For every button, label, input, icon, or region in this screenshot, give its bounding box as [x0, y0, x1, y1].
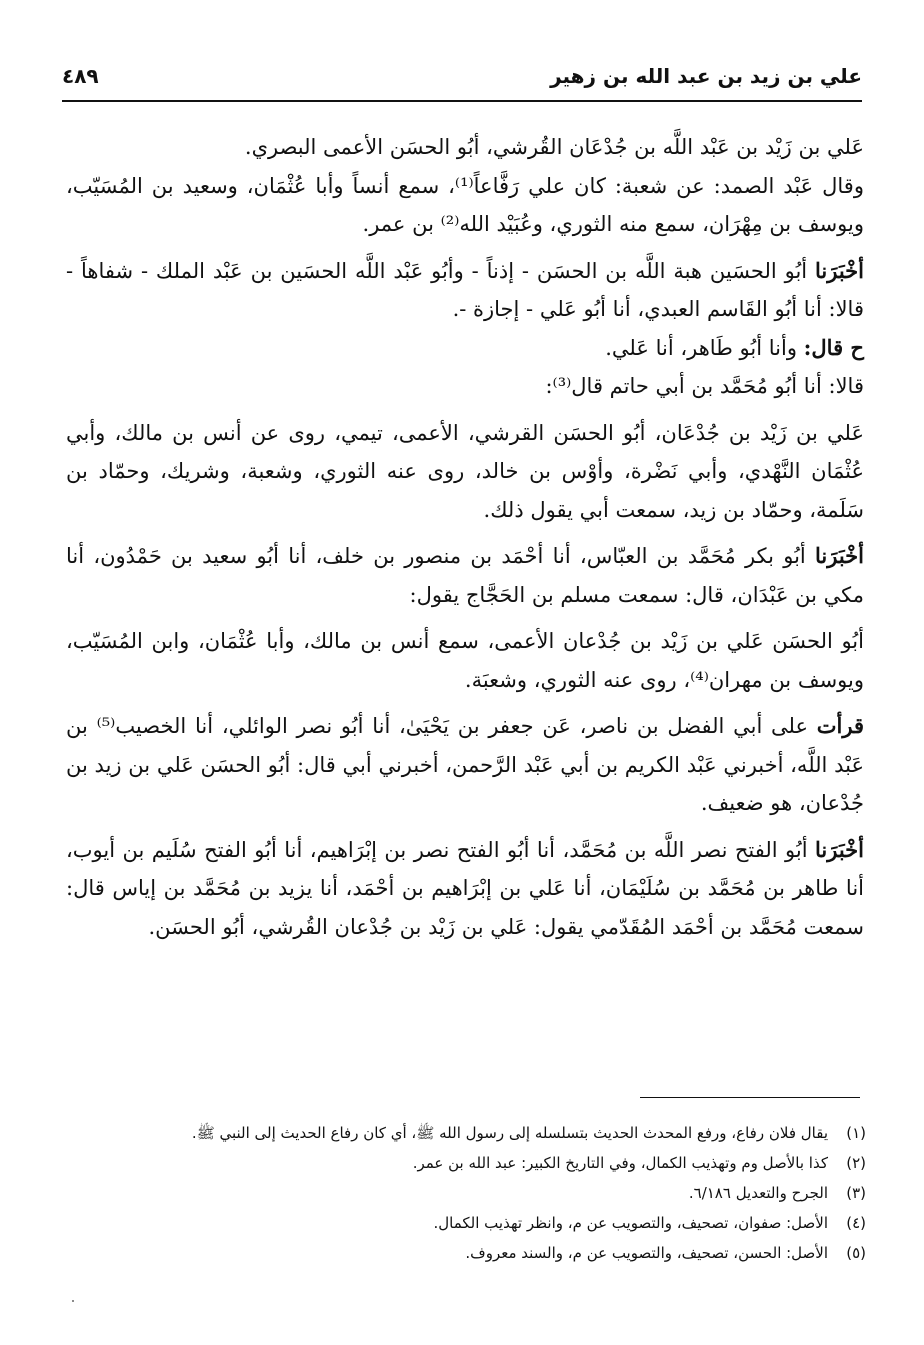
scan-speck	[72, 1300, 74, 1302]
paragraph	[66, 252, 864, 329]
paragraph-text: أبُو الحسَن عَلي بن زَيْد بن جُدْعان الأعمى، سمع أنس بن مالك، وأبا عُثْمَان، وابن المُسَيّب، ويوسف بن مهران⁽⁴⁾، روى عنه الثوري، وشعبَة.	[66, 629, 864, 692]
main-text	[66, 128, 864, 946]
paragraph	[66, 707, 864, 823]
footnote-text: الجرح والتعديل ٦/١٨٦.	[688, 1184, 828, 1202]
paragraph-text: قالا: أنا أبُو مُحَمَّد بن أبي حاتم قال⁽³⁾:	[545, 374, 864, 398]
paragraph	[66, 622, 864, 699]
running-title: علي بن زيد بن عبد الله بن زهير	[550, 64, 862, 88]
paragraph-lead: أخْبَرَنا	[815, 836, 864, 862]
footnote	[100, 1238, 866, 1268]
paragraph-lead: ح قال:	[803, 334, 864, 360]
footnote-number: (٤)	[846, 1214, 866, 1232]
footnote-divider	[640, 1097, 860, 1098]
footnote-text: يقال فلان رفاع، ورفع المحدث الحديث بتسلسله إلى رسول الله ﷺ، أي كان رفاع الحديث إلى النبي ﷺ.	[191, 1124, 828, 1142]
paragraph	[66, 537, 864, 614]
footnote	[100, 1148, 866, 1178]
paragraph	[66, 329, 864, 368]
paragraph-lead: أخْبَرَنا	[815, 257, 864, 283]
footnote	[100, 1178, 866, 1208]
paragraph	[66, 414, 864, 530]
footnote	[100, 1208, 866, 1238]
running-header	[62, 60, 862, 102]
paragraph-text: أبُو الحسَين هبة اللَّه بن الحسَن - إذناً - وأبُو عَبْد اللَّه الحسَين بن عَبْد الملك - شفاهاً - قالا: أنا أبُو القَاسم العبدي، أنا أبُو عَلي - إجازة -.	[66, 258, 864, 321]
page-number: ٤٨٩	[62, 64, 99, 88]
paragraph-text: عَلي بن زَيْد بن عَبْد اللَّه بن جُدْعَان القُرشي، أبُو الحسَن الأعمى البصري.	[244, 135, 864, 159]
footnotes	[100, 1118, 866, 1268]
footnote-text: كذا بالأصل وم وتهذيب الكمال، وفي التاريخ الكبير: عبد الله بن عمر.	[412, 1154, 828, 1172]
paragraph	[66, 367, 864, 406]
footnote-number: (٢)	[846, 1154, 866, 1172]
paragraph	[66, 831, 864, 947]
paragraph-text: أبُو الفتح نصر اللَّه بن مُحَمَّد، أنا أبُو الفتح نصر بن إبْرَاهيم، أنا أبُو الفتح سُلَيم بن أيوب، أنا طاهر بن مُحَمَّد بن سُلَيْمَان، أنا عَلي بن إبْرَاهيم بن أحْمَد، أنا يزيد بن مُحَمَّد بن إياس قال: سمعت مُحَمَّد بن أحْمَد المُقَدّمي يقول: عَلي بن زَيْد بن جُدْعان القُرشي، أبُو الحسَن.	[66, 837, 864, 939]
paragraph-text: على أبي الفضل بن ناصر، عَن جعفر بن يَحْيَىٰ، أنا أبُو نصر الوائلي، أنا الخصيب⁽⁵⁾ بن عَبْد اللَّه، أخبرني عَبْد الكريم بن أبي عَبْد الرَّحمن، أخبرني أبي قال: أبُو الحسَن عَلي بن زيد بن جُدْعان، هو ضعيف.	[66, 714, 864, 815]
footnote-number: (٥)	[846, 1244, 866, 1262]
paragraph-lead: أخْبَرَنا	[815, 543, 864, 568]
footnote	[100, 1118, 866, 1148]
paragraph-text: عَلي بن زَيْد بن جُدْعَان، أبُو الحسَن القرشي، الأعمى، تيمي، روى عن أنس بن مالك، وأبي عُثْمَان النَّهْدي، وأبي نَضْرة، وأوْس بن خالد، روى عنه الثوري، وشعبة، وشريك، وحمّاد بن سَلَمة، وحمّاد بن زيد، سمعت أبي يقول ذلك.	[66, 420, 864, 522]
paragraph-text: أبُو بكر مُحَمَّد بن العبّاس، أنا أحْمَد بن منصور بن خلف، أنا أبُو سعيد بن حَمْدُون، أنا مكي بن عَبْدَان، قال: سمعت مسلم بن الحَجَّاج يقول:	[66, 544, 864, 607]
paragraph	[66, 167, 864, 244]
paragraph	[66, 128, 864, 167]
footnote-text: الأصل: الحسن، تصحيف، والتصويب عن م، والسند معروف.	[465, 1244, 828, 1262]
footnote-number: (٣)	[846, 1184, 866, 1202]
paragraph-text: وأنا أبُو طَاهر، أنا عَلي.	[605, 335, 797, 360]
paragraph-text: وقال عَبْد الصمد: عن شعبة: كان علي رَفَّاعاً⁽¹⁾، سمع أنساً وأبا عُثْمَان، وسعيد بن المُسَيّب، ويوسف بن مِهْرَان، سمع منه الثوري، وعُبَيْد الله⁽²⁾ بن عمر.	[66, 173, 864, 236]
footnote-text: الأصل: صفوان، تصحيف، والتصويب عن م، وانظر تهذيب الكمال.	[433, 1214, 828, 1232]
footnote-number: (١)	[846, 1124, 866, 1142]
paragraph-lead: قرأت	[816, 713, 864, 738]
